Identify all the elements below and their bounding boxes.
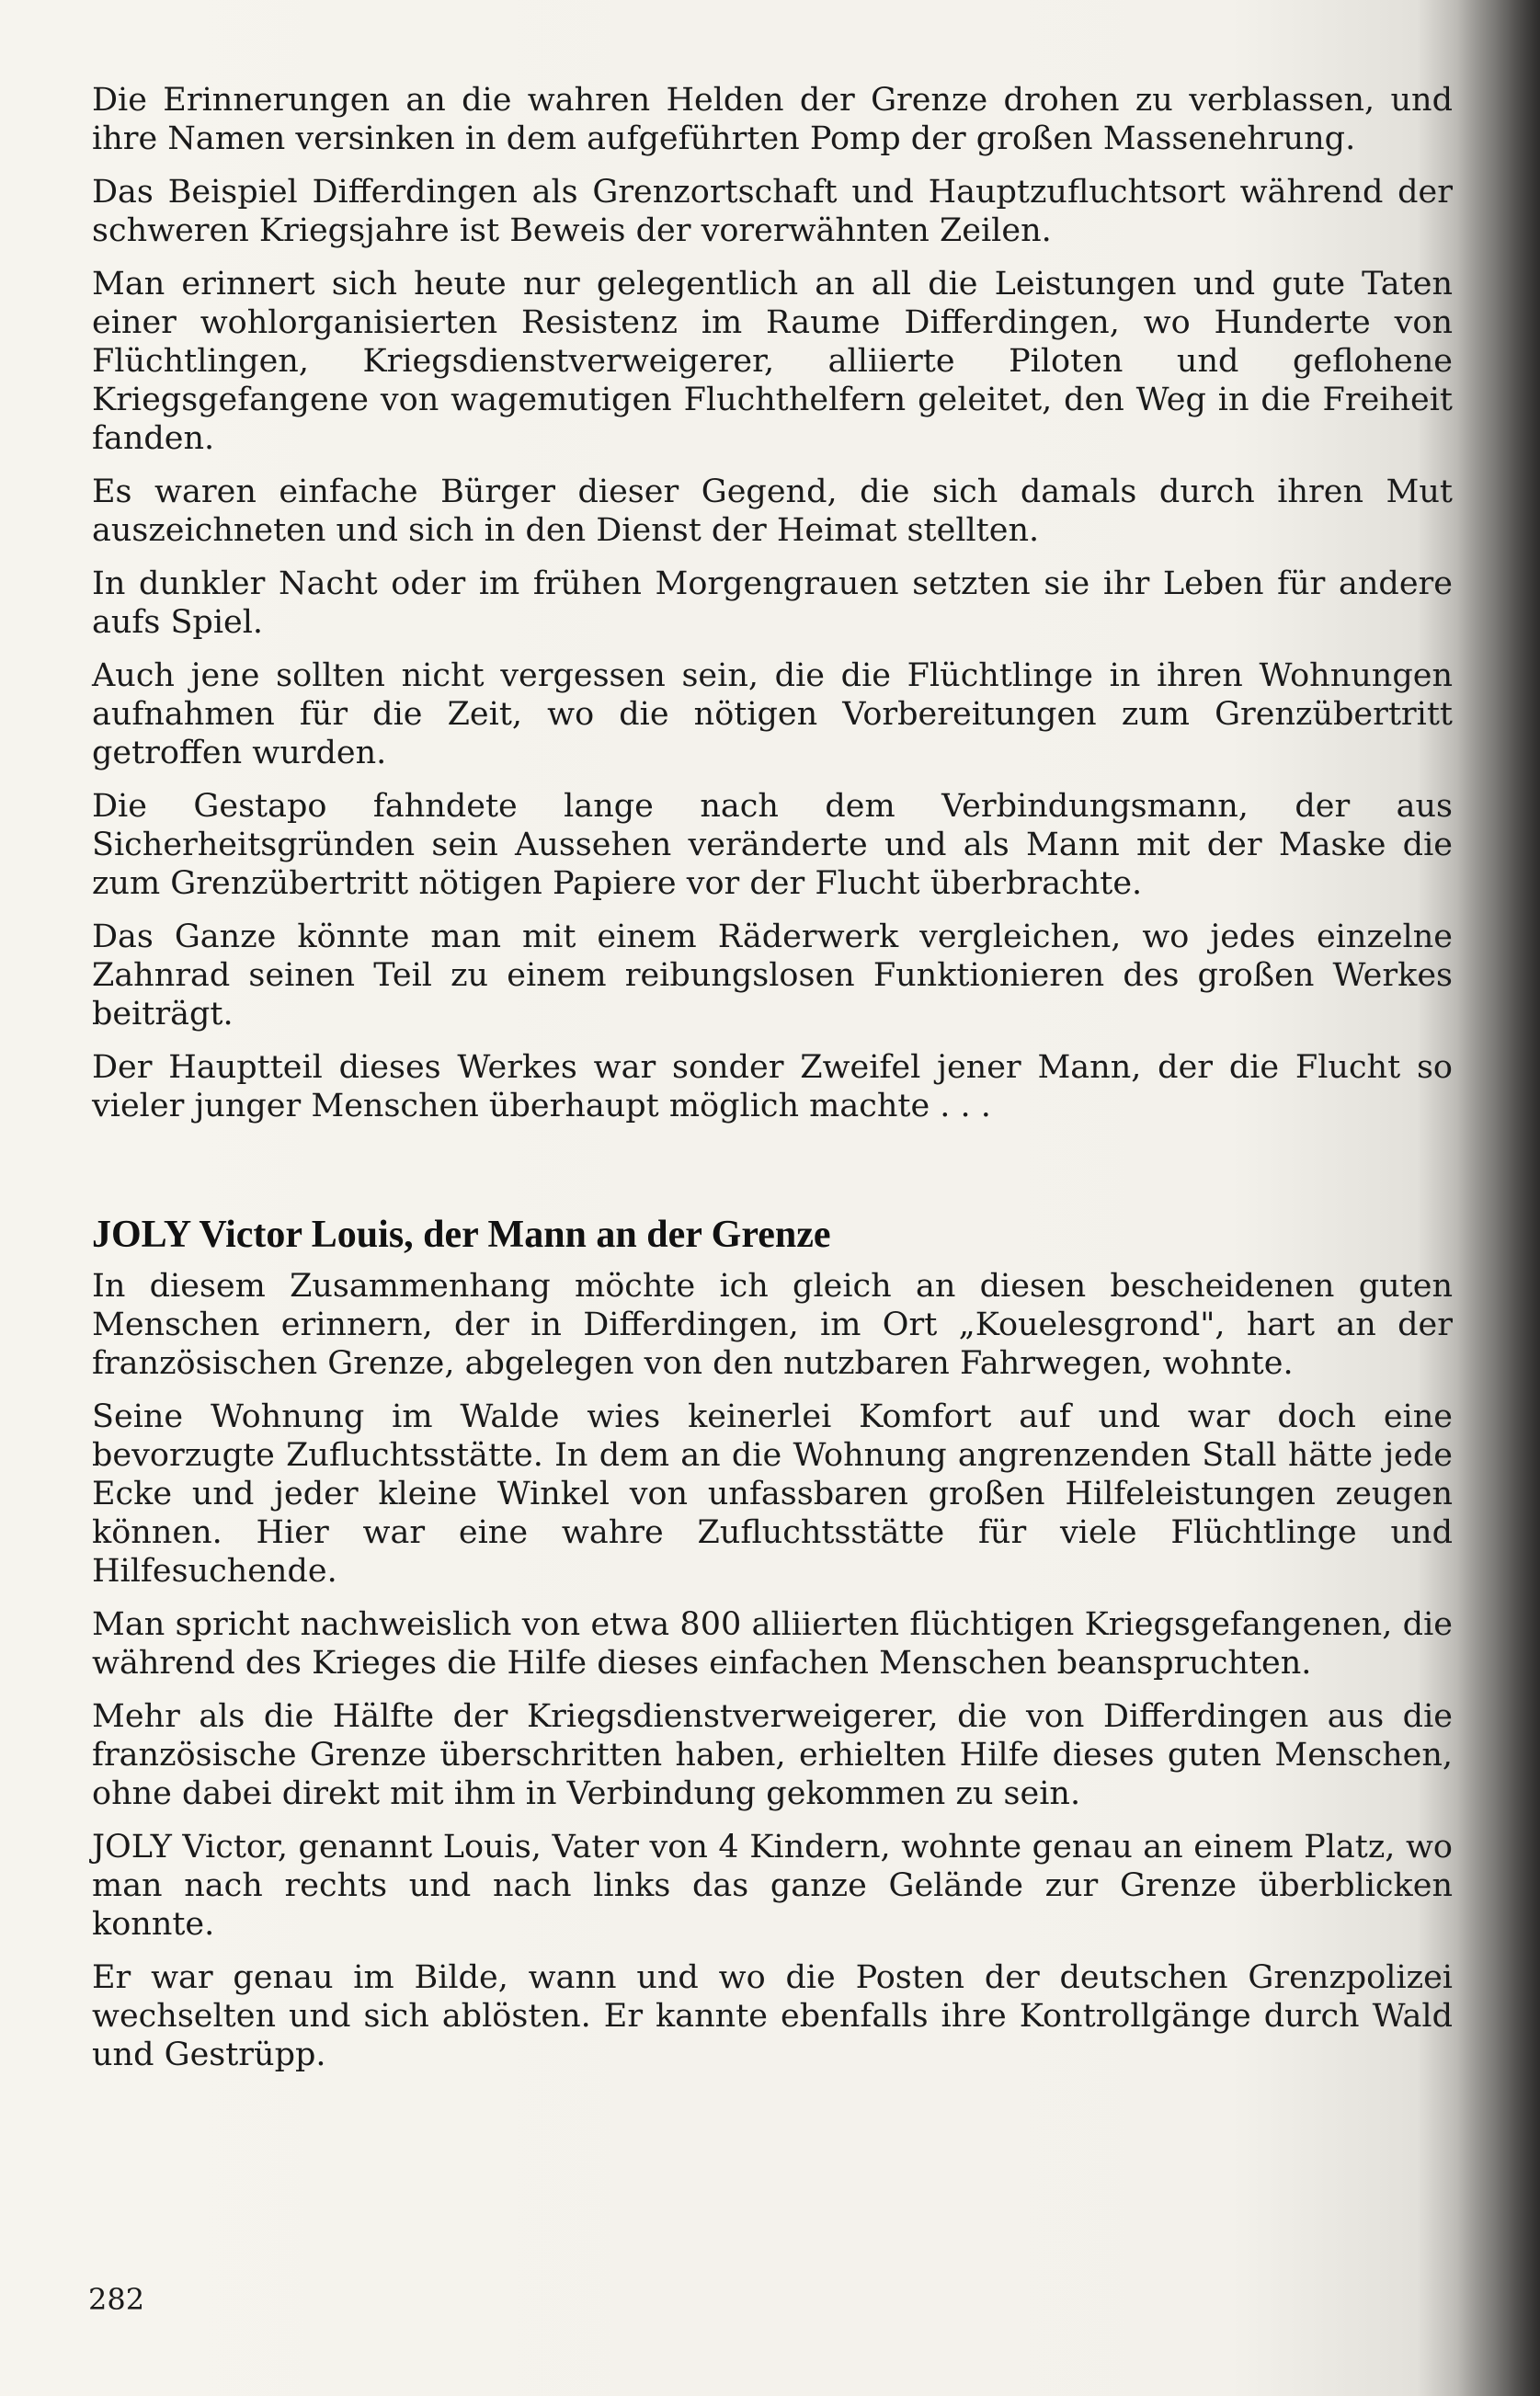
paragraph: JOLY Victor, genannt Louis, Vater von 4 Kindern, wohnte genau an einem Platz, wo man nach rechts und nach links das ganze Gelände zur Grenze überblicken konnte. (92, 1829, 1453, 1943)
paragraph: In diesem Zusammenhang möchte ich gleich an diesen bescheidenen guten Menschen erinnern, der in Differdingen, im Ort „Kouelesgrond", hart an der französischen Grenze, abgelegen von den nutzbaren Fahrwegen, wohnte. (92, 1268, 1453, 1382)
section-spacer (92, 1140, 1453, 1214)
page-number: 282 (88, 2282, 145, 2317)
binding-shadow (1457, 0, 1540, 2396)
paragraph: Die Erinnerungen an die wahren Helden der Grenze drohen zu verblassen, und ihre Namen versinken in dem aufgeführten Pomp der großen Massenehrung. (92, 82, 1453, 157)
paragraph: Der Hauptteil dieses Werkes war sonder Zweifel jener Mann, der die Flucht so vieler junger Menschen überhaupt möglich machte . . . (92, 1049, 1453, 1124)
paragraph: Auch jene sollten nicht vergessen sein, die die Flüchtlinge in ihren Wohnungen aufnahmen für die Zeit, wo die nötigen Vorbereitungen zum Grenzübertritt getroffen wurden. (92, 657, 1453, 771)
paragraph: Man erinnert sich heute nur gelegentlich an all die Leistungen und gute Taten einer wohlorganisierten Resistenz im Raume Differdingen, wo Hunderte von Flüchtlingen, Kriegsdienstverweigerer, alliierte Piloten und geflohene Kriegsgefangene von wagemutigen Fluchthelfern geleitet, den Weg in die Freiheit fanden. (92, 266, 1453, 457)
paragraph: Es waren einfache Bürger dieser Gegend, die sich damals durch ihren Mut auszeichneten und sich in den Dienst der Heimat stellten. (92, 473, 1453, 549)
paragraph: Er war genau im Bilde, wann und wo die Posten der deutschen Grenzpolizei wechselten und sich ablösten. Er kannte ebenfalls ihre Kontrollgänge durch Wald und Gestrüpp. (92, 1959, 1453, 2073)
paragraph: Das Ganze könnte man mit einem Räderwerk vergleichen, wo jedes einzelne Zahnrad seinen Teil zu einem reibungslosen Funktionieren des großen Werkes beiträgt. (92, 918, 1453, 1033)
paragraph: Man spricht nachweislich von etwa 800 alliierten flüchtigen Kriegsgefangenen, die während des Krieges die Hilfe dieses einfachen Menschen beanspruchten. (92, 1606, 1453, 1682)
page-body (92, 81, 1453, 2089)
section-heading: JOLY Victor Louis, der Mann an der Grenze (92, 1214, 831, 1256)
paragraph: Die Gestapo fahndete lange nach dem Verbindungsmann, der aus Sicherheitsgründen sein Aussehen veränderte und als Mann mit der Maske die zum Grenzübertritt nötigen Papiere vor der Flucht überbrachte. (92, 788, 1453, 902)
paragraph: Seine Wohnung im Walde wies keinerlei Komfort auf und war doch eine bevorzugte Zufluchtsstätte. In dem an die Wohnung angrenzenden Stall hätte jede Ecke und jeder kleine Winkel von unfassbaren großen Hilfeleistungen zeugen können. Hier war eine wahre Zufluchtsstätte für viele Flüchtlinge und Hilfesuchende. (92, 1398, 1453, 1590)
paragraph: In dunkler Nacht oder im frühen Morgengrauen setzten sie ihr Leben für andere aufs Spiel. (92, 565, 1453, 641)
paragraph: Mehr als die Hälfte der Kriegsdienstverweigerer, die von Differdingen aus die französische Grenze überschritten haben, erhielten Hilfe dieses guten Menschen, ohne dabei direkt mit ihm in Verbindung gekommen zu sein. (92, 1698, 1453, 1812)
paragraph: Das Beispiel Differdingen als Grenzortschaft und Hauptzufluchtsort während der schweren Kriegsjahre ist Beweis der vorerwähnten Zeilen. (92, 174, 1453, 249)
